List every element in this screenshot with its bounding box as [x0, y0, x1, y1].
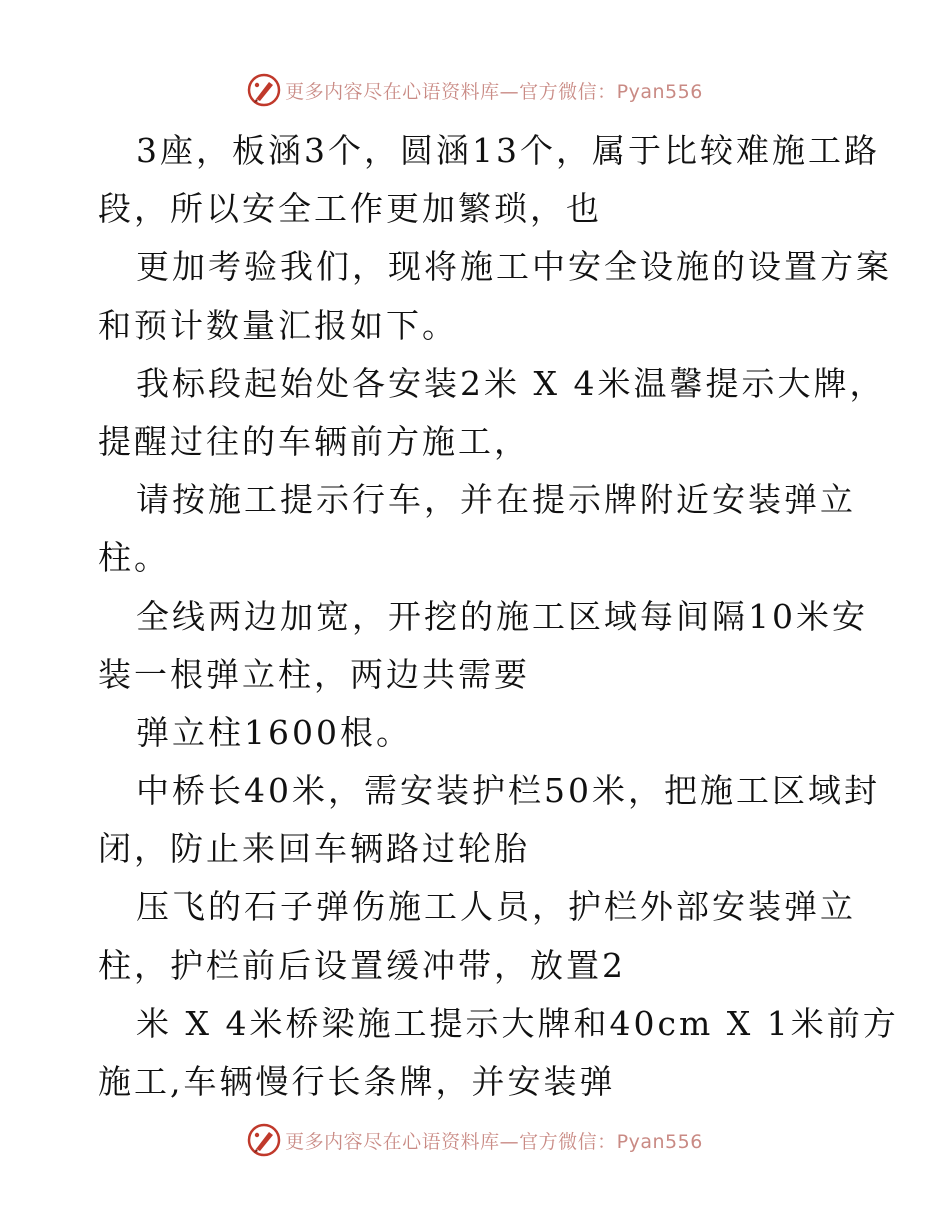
footer-watermark	[0, 1122, 950, 1158]
text-line: 3座，板涵3个，圆涵13个，属于比较难施工路	[136, 131, 880, 170]
text-line: 施工,车辆慢行长条牌，并安装弹	[98, 1062, 616, 1101]
text-line: 全线两边加宽，开挖的施工区域每间隔10米安	[136, 596, 868, 636]
header-watermark	[0, 72, 950, 108]
text-line: 米 X 4米桥梁施工提示大牌和40cm X 1米前方	[136, 1003, 899, 1043]
text-line: 柱。	[98, 538, 170, 578]
pen-logo-icon	[247, 73, 281, 107]
watermark-text: 更多内容尽在心语资料库—官方微信：Pyan556	[285, 1130, 703, 1153]
text-line: 提醒过往的车辆前方施工，	[98, 421, 530, 461]
text-line: 更加考验我们，现将施工中安全设施的设置方案	[136, 247, 892, 287]
document-body	[98, 122, 899, 1111]
pen-logo-icon	[247, 1123, 281, 1157]
watermark-text: 更多内容尽在心语资料库—官方微信：Pyan556	[285, 80, 703, 103]
text-line: 请按施工提示行车，并在提示牌附近安装弹立	[136, 480, 856, 520]
text-line: 和预计数量汇报如下。	[98, 305, 458, 345]
text-line: 压飞的石子弹伤施工人员，护栏外部安装弹立	[136, 887, 856, 927]
text-line: 弹立柱1600根。	[136, 712, 412, 752]
text-line: 柱，护栏前后设置缓冲带，放置2	[98, 945, 626, 985]
text-line: 闭，防止来回车辆路过轮胎	[98, 829, 530, 869]
text-line: 装一根弹立柱，两边共需要	[98, 654, 530, 694]
text-line: 中桥长40米，需安装护栏50米，把施工区域封	[136, 771, 880, 811]
text-line: 我标段起始处各安装2米 X 4米温馨提示大牌，	[136, 363, 886, 403]
text-line: 段，所以安全工作更加繁琐，也	[98, 189, 602, 229]
